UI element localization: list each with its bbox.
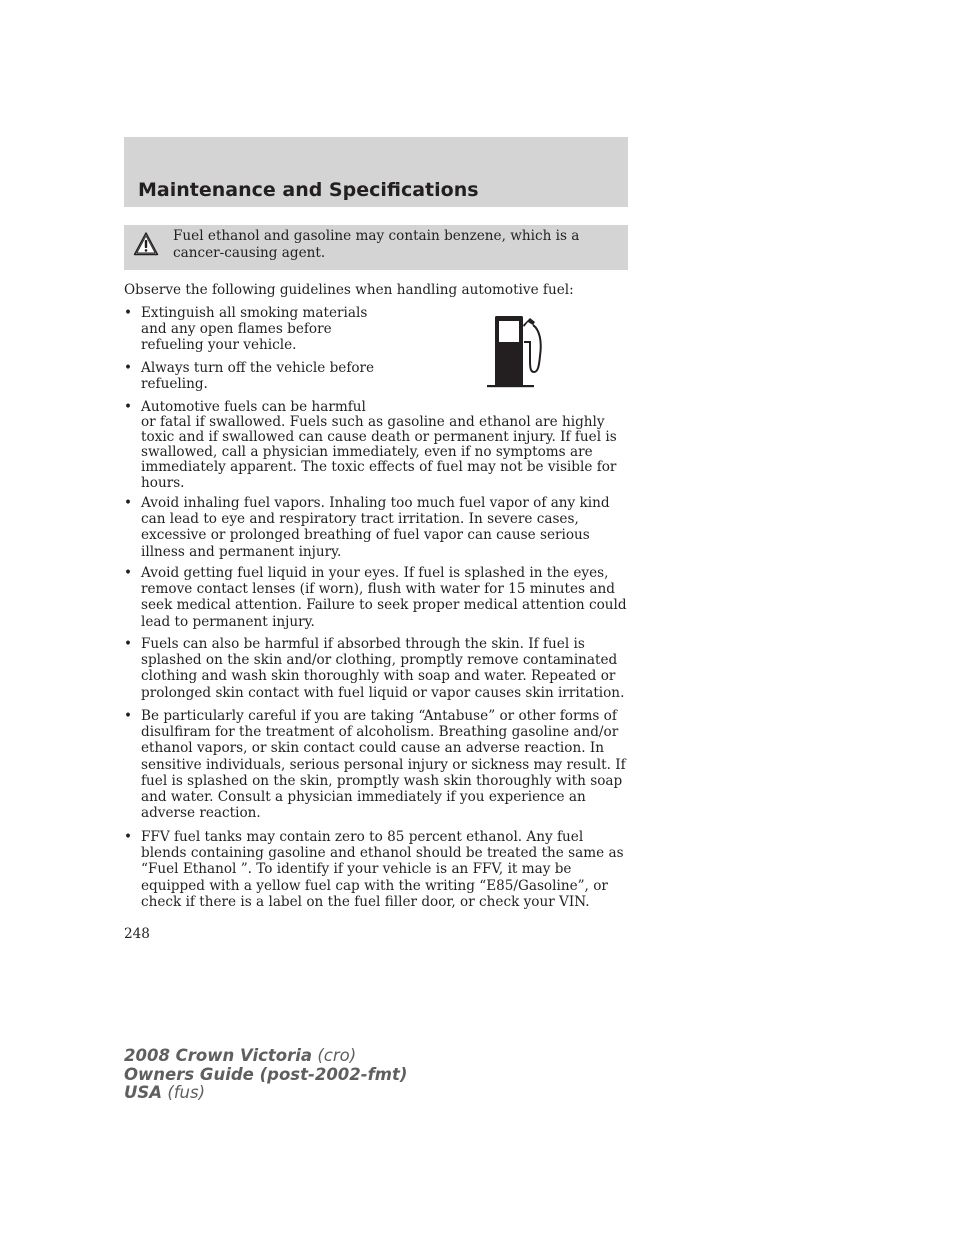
list-item: • Avoid inhaling fuel vapors. Inhaling too much fuel vapor of any kind can lead to eye and respiratory tract irritation. In severe cases, excessive or prolonged breathing of fuel vapor can cause serious illness and permanent injury. [124,495,628,560]
document-footer [124,1047,407,1103]
bullet-text: Avoid getting fuel liquid in your eyes. If fuel is splashed in the eyes, remove contact lenses (if worn), flush with water for 15 minutes and seek medical attention. Failure to seek proper medical attention could lead to permanent injury. [141,565,627,630]
list-item: • FFV fuel tanks may contain zero to 85 percent ethanol. Any fuel blends containing gasoline and ethanol should be treated the same as “Fuel Ethanol ”. To identify if your vehicle is an FFV, it may be equipped with a yellow fuel cap with the writing “E85/Gasoline”, or check if there is a label on the fuel filler door, or check your VIN. [124,829,628,910]
footer-market: USA [124,1083,163,1102]
footer-line [124,1066,407,1085]
footer-model: 2008 Crown Victoria [124,1046,313,1065]
bullet-text-continued: or fatal if swallowed. Fuels such as gasoline and ethanol are highly toxic and if swallowed can cause death or permanent injury. If fuel is swallowed, call a physician immediately, even if no symptoms are immediately apparent. The toxic effects of fuel may not be visible for hours. [141,414,617,491]
list-item: • Always turn off the vehicle before refueling. [124,360,628,392]
footer-guide: Owners Guide (post-2002-fmt) [124,1064,408,1084]
page-number: 248 [124,926,150,942]
list-item: • Automotive fuels can be harmful or fatal if swallowed. Fuels such as gasoline and ethanol are highly toxic and if swallowed can cause death or permanent injury. If fuel is swallowed, call a physician immediately, even if no symptoms are immediately apparent. The toxic effects of fuel may not be visible for hours. [124,399,628,491]
bullet-text: Extinguish all smoking materials and any open flames before refueling your vehicle. [141,305,368,354]
warning-triangle-icon [133,231,159,257]
bullet-text: Avoid inhaling fuel vapors. Inhaling too much fuel vapor of any kind can lead to eye and respiratory tract irritation. In severe cases, excessive or prolonged breathing of fuel vapor can cause serious illness and permanent injury. [141,495,610,560]
bullet-text: FFV fuel tanks may contain zero to 85 percent ethanol. Any fuel blends containing gasoline and ethanol should be treated the same as “Fuel Ethanol ”. To identify if your vehicle is an FFV, it may be equipped with a yellow fuel cap with the writing “E85/Gasoline”, or check if there is a label on the fuel filler door, or check your VIN. [141,829,624,910]
footer-model-code: (cro) [317,1046,357,1065]
bullet-text: Automotive fuels can be harmful [141,399,366,415]
warning-box [124,225,628,270]
bullet-text: Always turn off the vehicle before refueling. [141,360,375,393]
footer-line [124,1084,407,1103]
list-item: • Be particularly careful if you are taking “Antabuse” or other forms of disulfiram for the treatment of alcoholism. Breathing gasoline and/or ethanol vapors, or skin contact could cause an adverse reaction. In sensitive individuals, serious personal injury or sickness may result. If fuel is splashed on the skin, promptly wash skin thoroughly with soap and water. Consult a physician immediately if you experience an adverse reaction. [124,708,628,821]
section-title: Maintenance and Specifications [138,179,479,201]
list-item: • Avoid getting fuel liquid in your eyes. If fuel is splashed in the eyes, remove contact lenses (if worn), flush with water for 15 minutes and seek medical attention. Failure to seek proper medical attention could lead to permanent injury. [124,565,627,630]
section-header-band [124,137,628,207]
bullet-text: Be particularly careful if you are taking “Antabuse” or other forms of disulfiram for the treatment of alcoholism. Breathing gasoline and/or ethanol vapors, or skin contact could cause an adverse reaction. In sensitive individuals, serious personal injury or sickness may result. If fuel is splashed on the skin, promptly wash skin thoroughly with soap and water. Consult a physician immediately if you experience an adverse reaction. [141,708,626,822]
list-item: • Fuels can also be harmful if absorbed through the skin. If fuel is splashed on the skin and/or clothing, promptly remove contaminated clothing and wash skin thoroughly with soap and water. Repeated or prolonged skin contact with fuel liquid or vapor causes skin irritation. [124,636,628,701]
list-item: • Extinguish all smoking materials and any open flames before refueling your vehicle. [124,305,628,354]
footer-market-code: (fus) [167,1083,206,1102]
footer-line [124,1047,407,1066]
intro-paragraph: Observe the following guidelines when handling automotive fuel: [124,282,574,298]
warning-text: Fuel ethanol and gasoline may contain benzene, which is a cancer-causing agent. [173,228,580,261]
bullet-text: Fuels can also be harmful if absorbed through the skin. If fuel is splashed on the skin and/or clothing, promptly remove contaminated clothing and wash skin thoroughly with soap and water. Repeated or prolonged skin contact with fuel liquid or vapor causes skin irritation. [141,636,625,701]
